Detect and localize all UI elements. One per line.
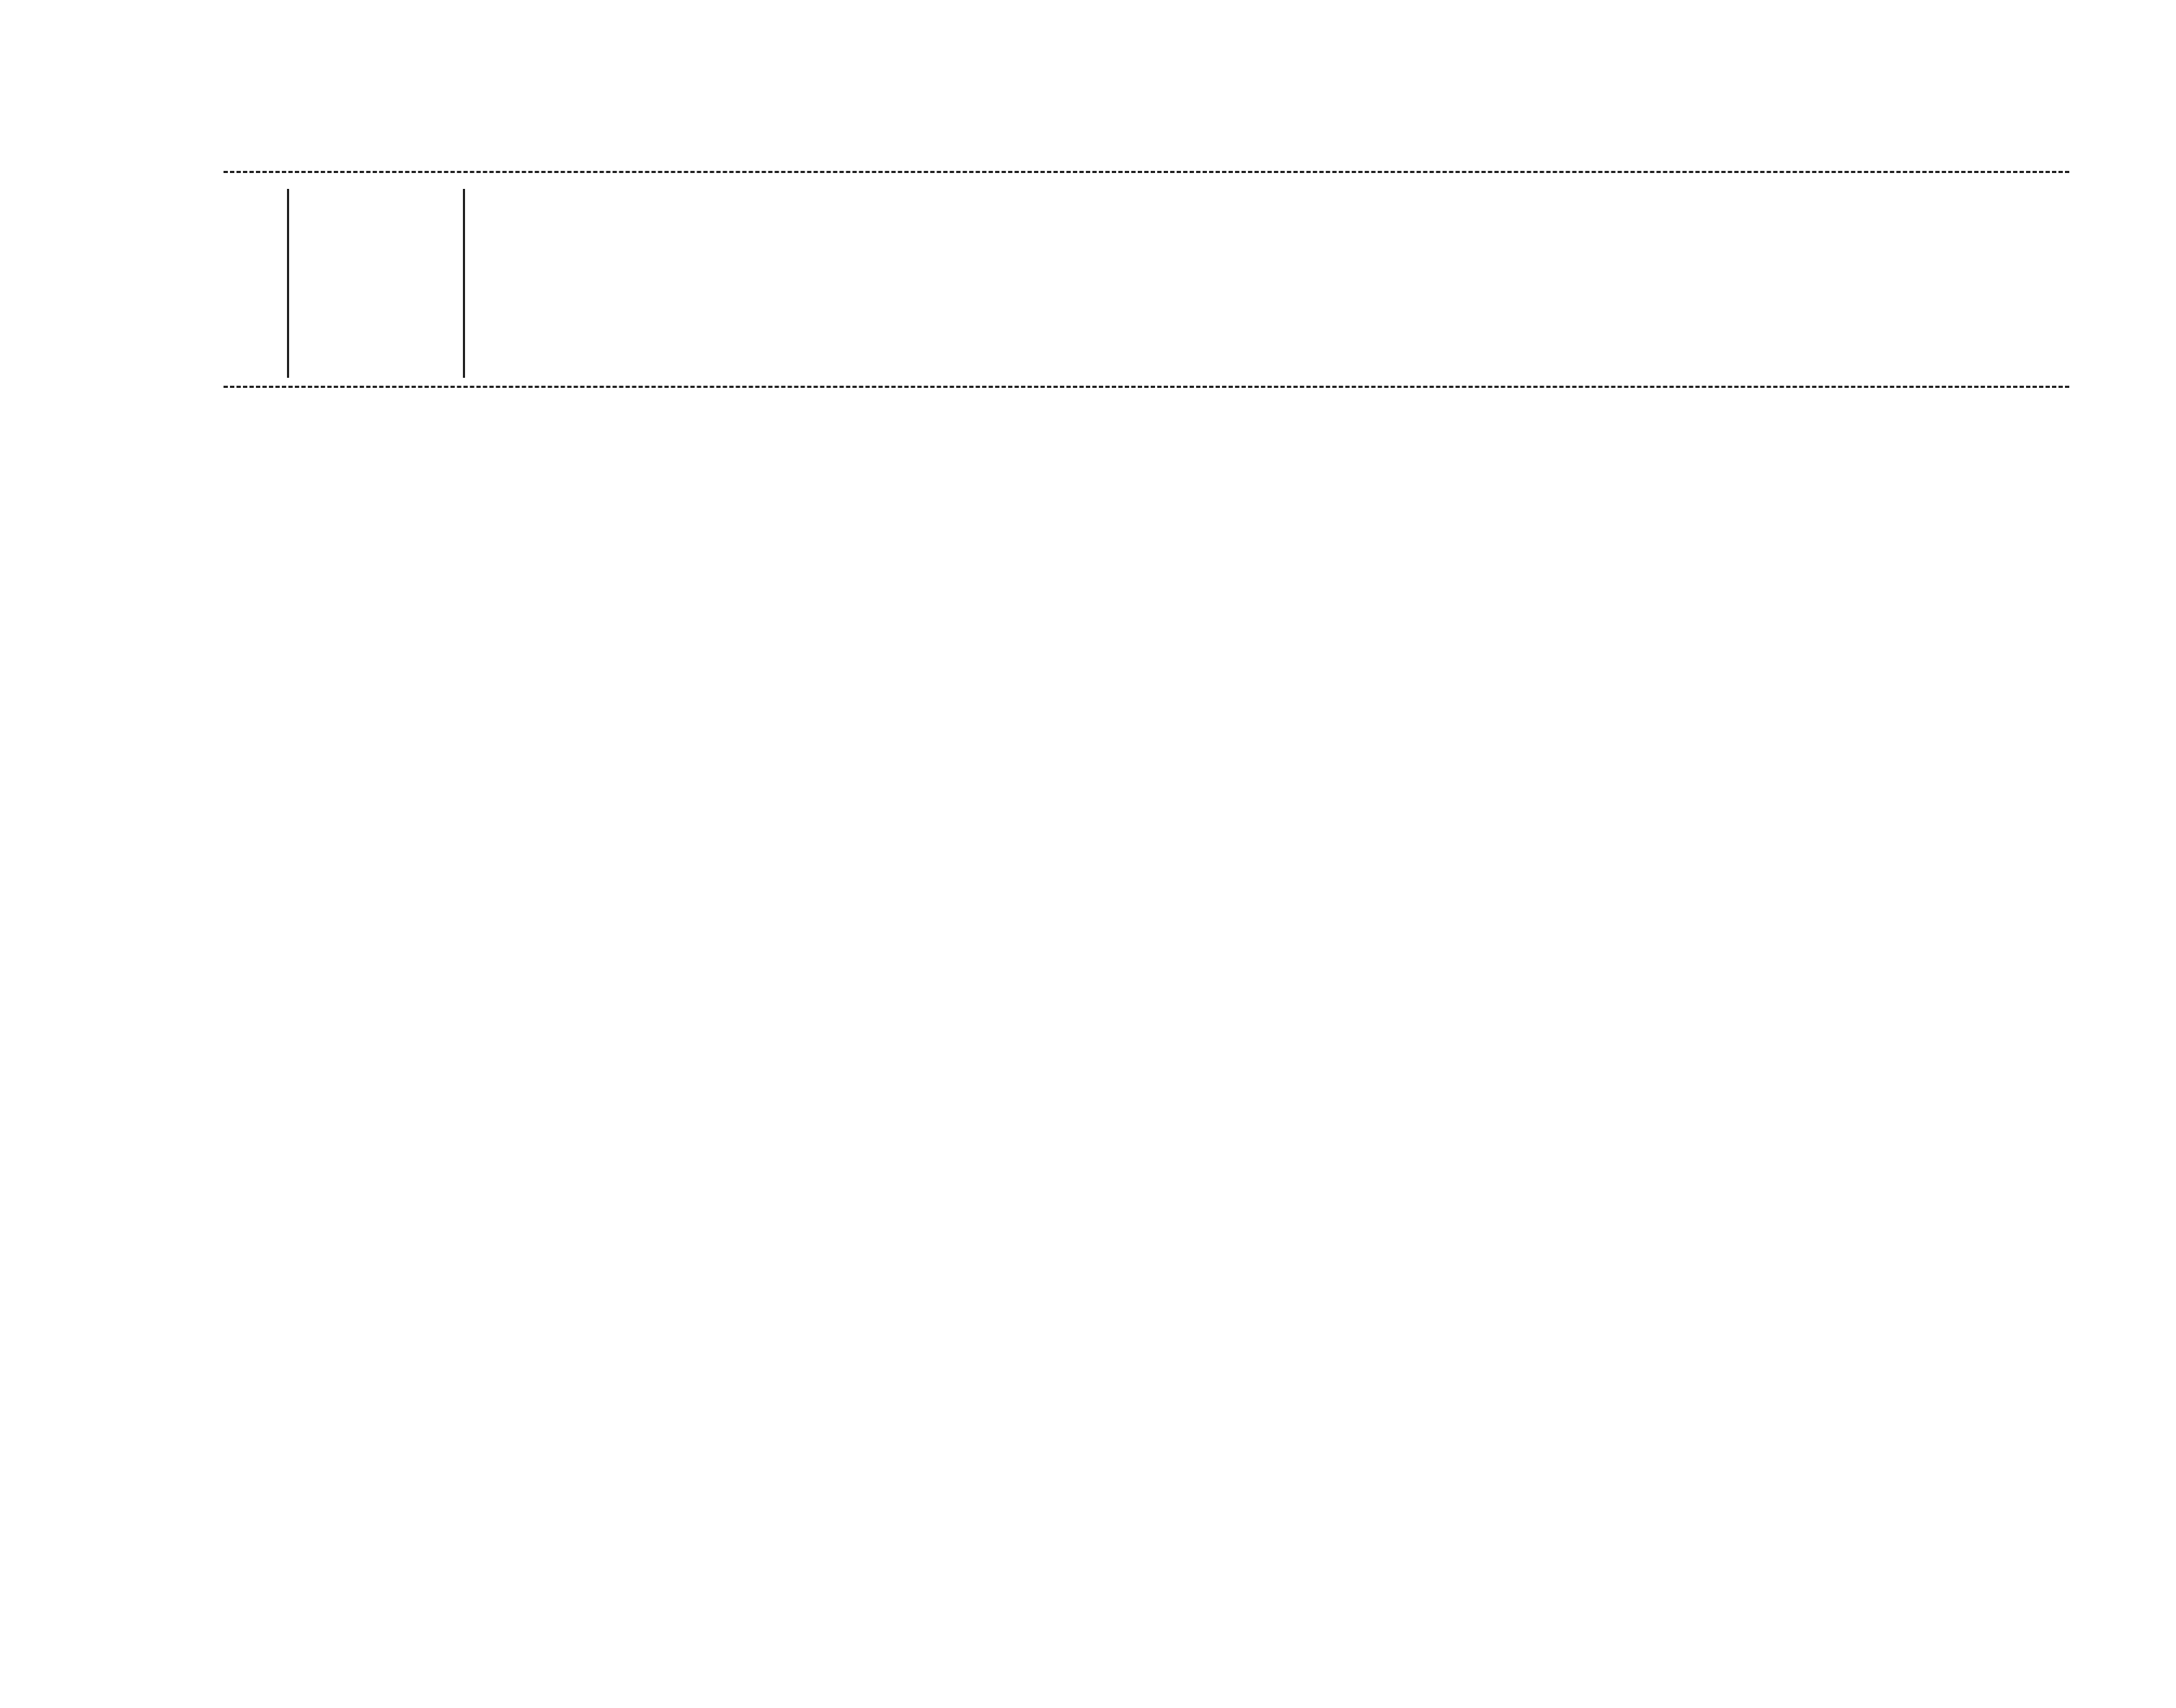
header-divider-2 (463, 189, 465, 378)
header-bottom-rule (224, 386, 2069, 388)
header-divider-1 (287, 189, 289, 378)
top-rule (224, 171, 2069, 173)
